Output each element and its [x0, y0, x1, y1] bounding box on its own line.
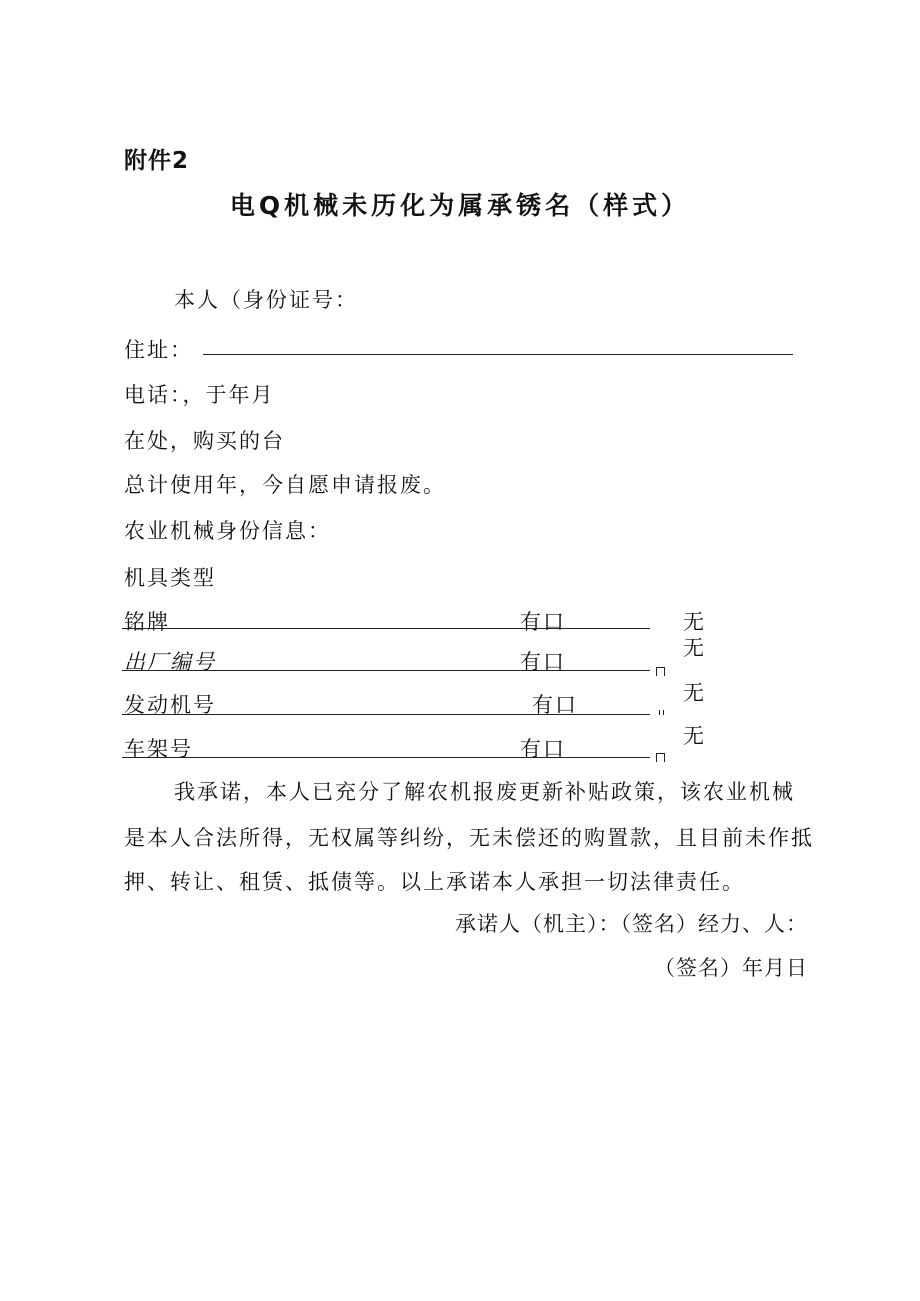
engine-number-label: 发动机号: [124, 693, 216, 717]
frame-number-label: 车架号: [124, 737, 193, 761]
signature-line-1: 承诺人（机主）：（签名）经力、人：: [455, 912, 808, 936]
frame-number-yes-option: 有口: [520, 737, 566, 761]
nameplate-underline: [122, 628, 650, 629]
engine-number-no-option: 无: [683, 681, 706, 705]
signature-line-2: （签名）年月日: [654, 956, 808, 980]
nameplate-yes-option: 有口: [520, 610, 566, 634]
pledge-line-3: 押、转让、租赁、抵债等。以上承诺本人承担一切法律责任。: [124, 870, 745, 894]
frame-number-no-option: 无: [683, 724, 706, 748]
usage-line: 总计使用年，今自愿申请报废。: [124, 473, 446, 497]
pledge-line-2: 是本人合法所得，无权属等纠纷，无未偿还的购置款，且目前未作抵: [124, 826, 814, 850]
factory-number-yes-option: 有口: [520, 650, 566, 674]
engine-number-yes-option: 有口: [532, 693, 578, 717]
address-label: 住址：: [124, 338, 193, 362]
machine-type-label: 机具类型: [124, 566, 216, 590]
identity-label: 农业机械身份信息：: [124, 519, 331, 543]
factory-number-no-option: 无: [683, 636, 706, 660]
frame-number-checkbox[interactable]: [656, 753, 665, 762]
nameplate-no-option: 无: [683, 610, 706, 634]
frame-number-underline: [122, 757, 650, 758]
nameplate-label: 铭牌: [124, 610, 170, 634]
attachment-heading: 附件2: [124, 148, 190, 174]
factory-number-underline: [122, 670, 650, 671]
engine-number-checkbox[interactable]: [659, 710, 664, 715]
factory-number-checkbox[interactable]: [656, 667, 665, 676]
factory-number-label: 出厂编号: [124, 650, 216, 674]
phone-line: 电话：，于年月: [124, 383, 275, 407]
purchase-line: 在处，购买的台: [124, 429, 285, 453]
document-title: 电Q机械未历化为属承锈名（样式）: [229, 191, 691, 220]
address-underline: [203, 354, 793, 355]
engine-number-underline: [122, 714, 650, 715]
intro-line: 本人（身份证号：: [174, 288, 358, 312]
pledge-line-1: 我承诺，本人已充分了解农机报废更新补贴政策，该农业机械: [174, 780, 795, 804]
